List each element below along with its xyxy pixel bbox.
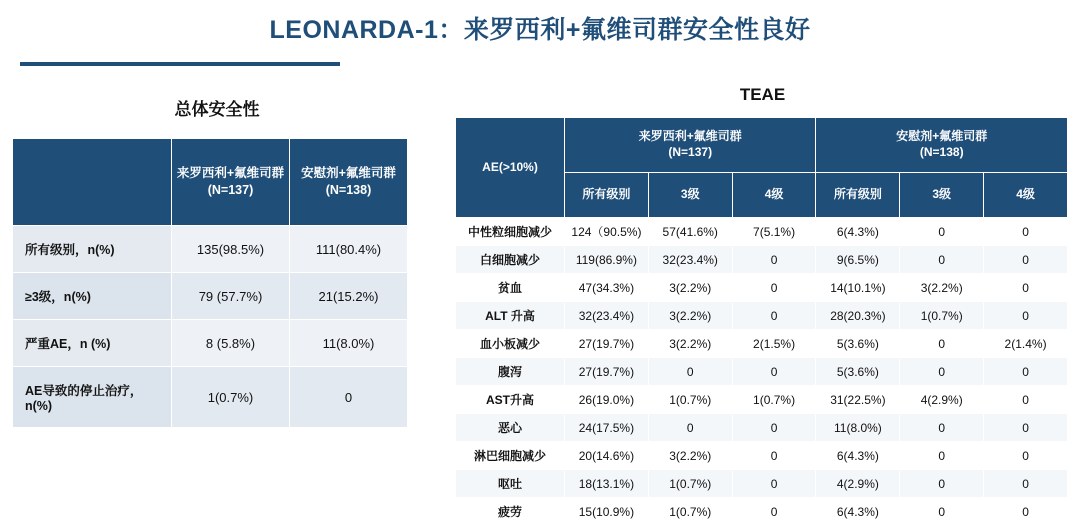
teae-cell-1: 15(10.9%) [565, 498, 649, 526]
teae-cell-5: 4(2.9%) [900, 386, 984, 414]
teae-cell-3: 0 [732, 414, 816, 442]
teae-cell-3: 0 [732, 498, 816, 526]
teae-header-ae: AE(>10%) [456, 118, 565, 218]
safety-row-value-1: 1(0.7%) [172, 367, 290, 428]
table-row [13, 273, 408, 320]
teae-row-label: 淋巴细胞减少 [456, 442, 565, 470]
safety-header-col-placebo [290, 139, 408, 226]
teae-cell-1: 27(19.7%) [565, 358, 649, 386]
teae-cell-5: 0 [900, 442, 984, 470]
teae-cell-2: 1(0.7%) [648, 386, 732, 414]
teae-cell-1: 119(86.9%) [565, 246, 649, 274]
teae-cell-1: 124（90.5%) [565, 218, 649, 246]
safety-row-value-2: 11(8.0%) [290, 320, 408, 367]
teae-row-label: 贫血 [456, 274, 565, 302]
teae-cell-5: 0 [900, 218, 984, 246]
teae-cell-4: 6(4.3%) [816, 218, 900, 246]
table-row [456, 302, 1068, 330]
teae-row-label: 呕吐 [456, 470, 565, 498]
teae-cell-5: 0 [900, 330, 984, 358]
teae-row-label: 疲劳 [456, 498, 565, 526]
teae-cell-2: 3(2.2%) [648, 442, 732, 470]
overall-safety-table [12, 138, 408, 428]
teae-cell-1: 20(14.6%) [565, 442, 649, 470]
safety-row-label: 所有级别，n(%) [13, 226, 172, 273]
teae-cell-2: 3(2.2%) [648, 302, 732, 330]
teae-subheader-4: 所有级别 [816, 173, 900, 218]
teae-cell-4: 6(4.3%) [816, 498, 900, 526]
teae-row-label: 中性粒细胞减少 [456, 218, 565, 246]
safety-row-value-1: 135(98.5%) [172, 226, 290, 273]
teae-cell-3: 7(5.1%) [732, 218, 816, 246]
teae-heading: TEAE [739, 85, 786, 104]
table-row [456, 246, 1068, 274]
table-row [13, 320, 408, 367]
teae-cell-3: 0 [732, 442, 816, 470]
teae-cell-2: 1(0.7%) [648, 498, 732, 526]
title-underline-rule [20, 62, 340, 66]
safety-row-label: AE导致的停止治疗，n(%) [13, 367, 172, 428]
table-header-row [13, 139, 408, 226]
safety-table-body [13, 226, 408, 428]
teae-cell-1: 24(17.5%) [565, 414, 649, 442]
teae-cell-6: 0 [984, 498, 1068, 526]
teae-row-label: ALT 升高 [456, 302, 565, 330]
teae-group2-line1: 安慰剂+氟维司群 [896, 129, 988, 144]
teae-cell-3: 0 [732, 470, 816, 498]
teae-subheader-3: 4级 [732, 173, 816, 218]
teae-group1-line1: 来罗西利+氟维司群 [638, 129, 742, 144]
teae-subheader-6: 4级 [984, 173, 1068, 218]
teae-cell-3: 0 [732, 274, 816, 302]
teae-cell-4: 28(20.3%) [816, 302, 900, 330]
page-title: LEONARDA-1：来罗西利+氟维司群安全性良好 [269, 16, 811, 44]
teae-cell-1: 47(34.3%) [565, 274, 649, 302]
teae-cell-6: 0 [984, 218, 1068, 246]
table-row [456, 218, 1068, 246]
teae-cell-2: 0 [648, 414, 732, 442]
teae-cell-3: 0 [732, 358, 816, 386]
table-row [456, 358, 1068, 386]
teae-cell-4: 11(8.0%) [816, 414, 900, 442]
safety-header-col1-line2: (N=137) [207, 183, 254, 197]
teae-cell-3: 2(1.5%) [732, 330, 816, 358]
teae-cell-4: 4(2.9%) [816, 470, 900, 498]
teae-subheader-2: 3级 [648, 173, 732, 218]
teae-cell-2: 32(23.4%) [648, 246, 732, 274]
teae-cell-6: 0 [984, 414, 1068, 442]
teae-cell-2: 1(0.7%) [648, 470, 732, 498]
safety-header-col1-line1: 来罗西利+氟维司群 [176, 166, 285, 181]
teae-cell-2: 3(2.2%) [648, 330, 732, 358]
safety-row-label: ≥3级，n(%) [13, 273, 172, 320]
teae-panel [455, 85, 1070, 526]
teae-cell-4: 9(6.5%) [816, 246, 900, 274]
teae-cell-1: 32(23.4%) [565, 302, 649, 330]
safety-row-value-2: 111(80.4%) [290, 226, 408, 273]
teae-row-label: 白细胞减少 [456, 246, 565, 274]
teae-header-group-placebo [816, 118, 1068, 173]
teae-cell-2: 57(41.6%) [648, 218, 732, 246]
safety-header-col-lerociclib [172, 139, 290, 226]
teae-table-body [456, 218, 1068, 526]
teae-cell-2: 3(2.2%) [648, 274, 732, 302]
teae-cell-3: 0 [732, 246, 816, 274]
teae-cell-2: 0 [648, 358, 732, 386]
teae-row-label: 血小板减少 [456, 330, 565, 358]
table-row [456, 498, 1068, 526]
teae-subheader-1: 所有级别 [565, 173, 649, 218]
teae-cell-6: 0 [984, 442, 1068, 470]
teae-cell-4: 31(22.5%) [816, 386, 900, 414]
table-row [456, 442, 1068, 470]
safety-row-value-1: 79 (57.7%) [172, 273, 290, 320]
teae-cell-1: 27(19.7%) [565, 330, 649, 358]
teae-cell-5: 0 [900, 246, 984, 274]
teae-row-label: 恶心 [456, 414, 565, 442]
teae-cell-5: 3(2.2%) [900, 274, 984, 302]
table-row [456, 414, 1068, 442]
teae-cell-5: 1(0.7%) [900, 302, 984, 330]
teae-cell-4: 5(3.6%) [816, 330, 900, 358]
teae-cell-5: 0 [900, 414, 984, 442]
table-row [13, 226, 408, 273]
teae-table [455, 117, 1068, 526]
teae-cell-1: 26(19.0%) [565, 386, 649, 414]
teae-cell-6: 0 [984, 358, 1068, 386]
teae-row-label: 腹泻 [456, 358, 565, 386]
teae-cell-4: 5(3.6%) [816, 358, 900, 386]
teae-group2-line2: (N=138) [919, 145, 964, 159]
overall-safety-panel [12, 95, 422, 428]
safety-row-value-2: 21(15.2%) [290, 273, 408, 320]
teae-cell-6: 0 [984, 470, 1068, 498]
safety-header-col2-line1: 安慰剂+氟维司群 [301, 166, 396, 181]
table-row [456, 274, 1068, 302]
teae-header-group-lerociclib [565, 118, 816, 173]
safety-row-value-2: 0 [290, 367, 408, 428]
teae-cell-6: 0 [984, 246, 1068, 274]
teae-cell-5: 0 [900, 358, 984, 386]
teae-cell-6: 0 [984, 386, 1068, 414]
teae-cell-1: 18(13.1%) [565, 470, 649, 498]
teae-subheader-5: 3级 [900, 173, 984, 218]
safety-row-value-1: 8 (5.8%) [172, 320, 290, 367]
table-row [456, 330, 1068, 358]
teae-cell-5: 0 [900, 498, 984, 526]
teae-cell-5: 0 [900, 470, 984, 498]
teae-cell-6: 2(1.4%) [984, 330, 1068, 358]
table-row [13, 367, 408, 428]
teae-cell-4: 14(10.1%) [816, 274, 900, 302]
table-row [456, 470, 1068, 498]
safety-header-corner [13, 139, 172, 226]
safety-row-label: 严重AE，n (%) [13, 320, 172, 367]
safety-header-col2-line2: (N=138) [325, 183, 372, 197]
teae-cell-3: 1(0.7%) [732, 386, 816, 414]
teae-row-label: AST升高 [456, 386, 565, 414]
table-header-row-groups [456, 118, 1068, 173]
teae-cell-6: 0 [984, 302, 1068, 330]
teae-cell-6: 0 [984, 274, 1068, 302]
teae-group1-line2: (N=137) [668, 145, 713, 159]
teae-cell-3: 0 [732, 302, 816, 330]
overall-safety-heading: 总体安全性 [174, 100, 260, 119]
teae-cell-4: 6(4.3%) [816, 442, 900, 470]
table-row [456, 386, 1068, 414]
